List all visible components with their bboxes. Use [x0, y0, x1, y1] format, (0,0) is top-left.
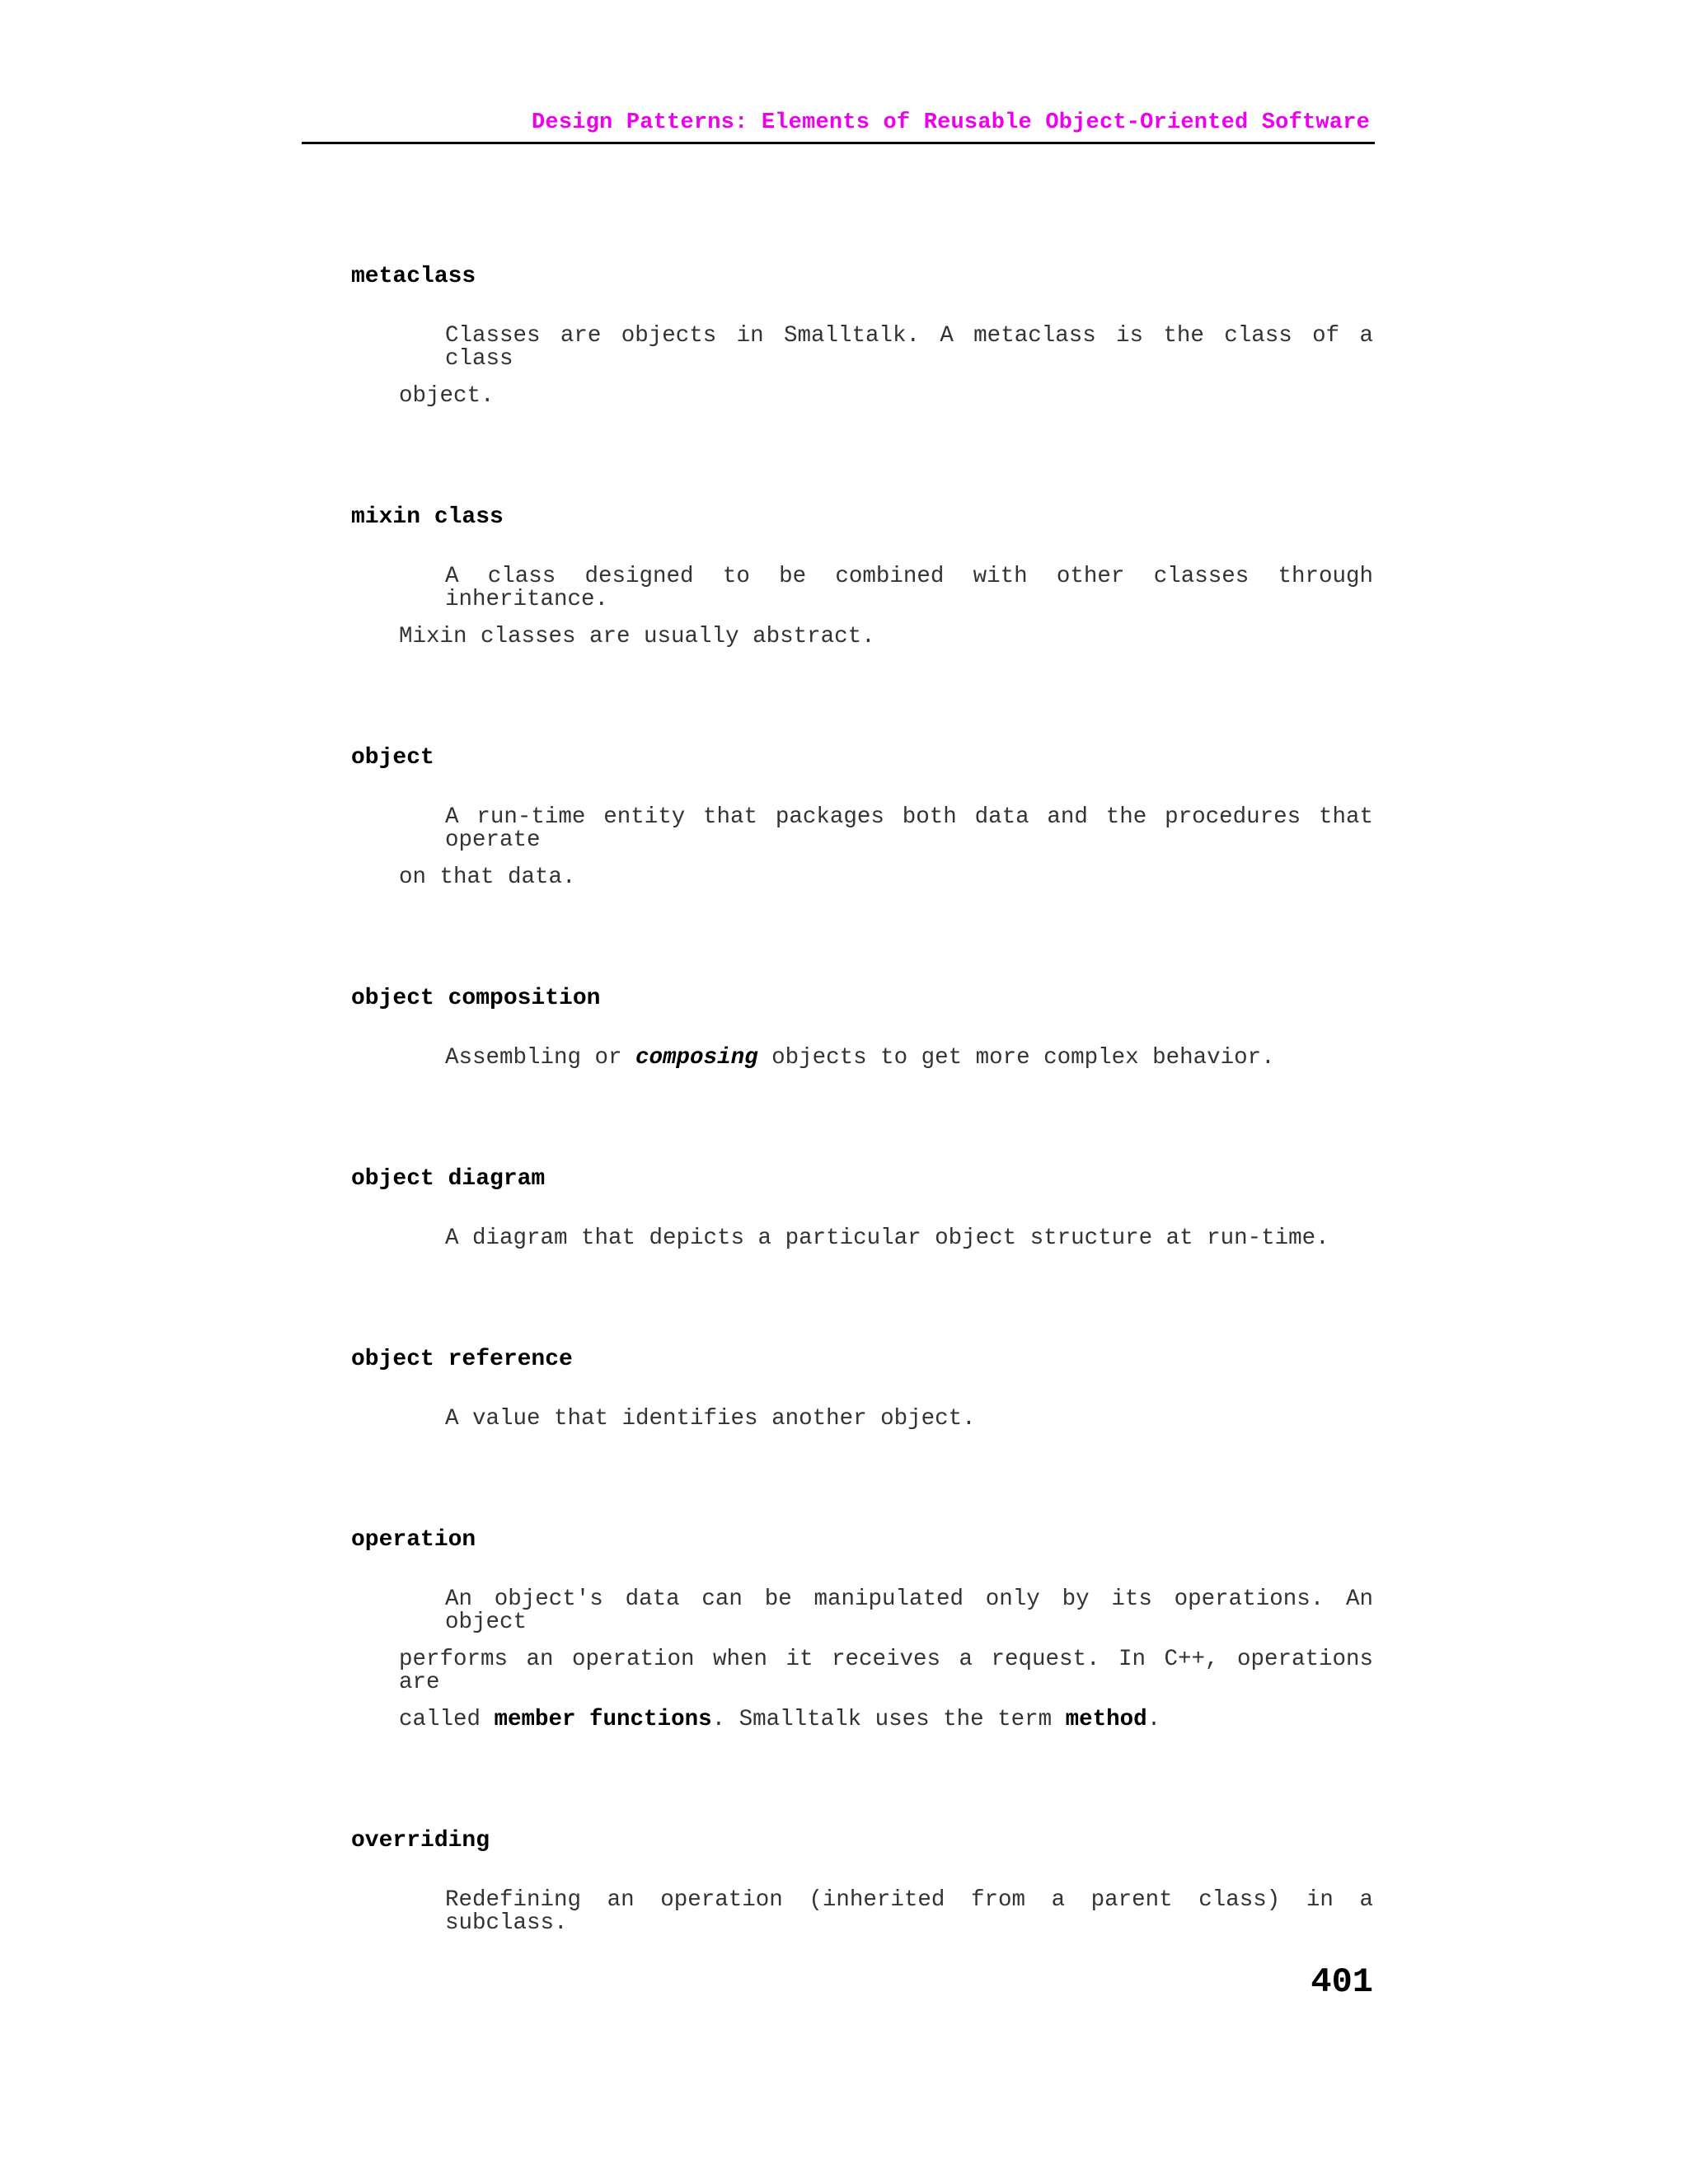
emphasized-word: composing: [635, 1045, 758, 1071]
glossary-term: operation: [351, 1527, 476, 1553]
glossary-entry-object-reference: [351, 1347, 1373, 1432]
glossary-entry-mixin-class: [351, 504, 1373, 649]
definition-line: A run-time entity that packages both data and the procedures that operate: [445, 804, 1373, 853]
definition-line: on that data.: [399, 865, 576, 890]
definition-line: A value that identifies another object.: [445, 1406, 976, 1432]
glossary-entry-object: [351, 745, 1373, 890]
definition-line: [399, 1708, 1160, 1732]
bold-term: member functions: [494, 1707, 712, 1732]
glossary-entry-overriding: [351, 1828, 1373, 1936]
definition-line: Classes are objects in Smalltalk. A metaclass is the class of a class: [445, 323, 1373, 372]
definition-text: . Smalltalk uses the term: [711, 1707, 1066, 1732]
definition-line: [445, 1047, 1275, 1070]
glossary-entry-object-diagram: [351, 1166, 1373, 1251]
glossary-term: object diagram: [351, 1166, 546, 1192]
definition-text: objects to get more complex behavior.: [757, 1045, 1275, 1071]
running-header-title: Design Patterns: Elements of Reusable Object-Oriented Software: [532, 110, 1370, 135]
bold-term: method: [1065, 1707, 1147, 1732]
definition-text: .: [1146, 1707, 1161, 1732]
glossary-entry-operation: [351, 1527, 1373, 1732]
page-number: 401: [1311, 1962, 1373, 2002]
definition-line: A class designed to be combined with other classes through inheritance.: [445, 564, 1373, 612]
definition-line: A diagram that depicts a particular object structure at run-time.: [445, 1226, 1329, 1251]
glossary-entry-metaclass: [351, 264, 1373, 409]
definition-line: An object's data can be manipulated only by its operations. An object: [445, 1586, 1373, 1635]
definition-line: Mixin classes are usually abstract.: [399, 624, 875, 649]
definition-text: called: [399, 1707, 495, 1732]
glossary-term: object composition: [351, 986, 601, 1011]
definition-line: object.: [399, 383, 495, 409]
definition-line: Redefining an operation (inherited from a parent class) in a subclass.: [445, 1887, 1373, 1936]
definition-text: Assembling or: [445, 1045, 636, 1071]
glossary-entry-object-composition: [351, 986, 1373, 1071]
glossary-term: metaclass: [351, 264, 476, 289]
running-header: [302, 105, 1375, 144]
glossary-term: object: [351, 745, 434, 771]
glossary-term: mixin class: [351, 504, 504, 530]
glossary-term: object reference: [351, 1347, 573, 1372]
glossary-term: overriding: [351, 1828, 490, 1854]
definition-line: performs an operation when it receives a request. In C++, operations are: [399, 1647, 1373, 1695]
